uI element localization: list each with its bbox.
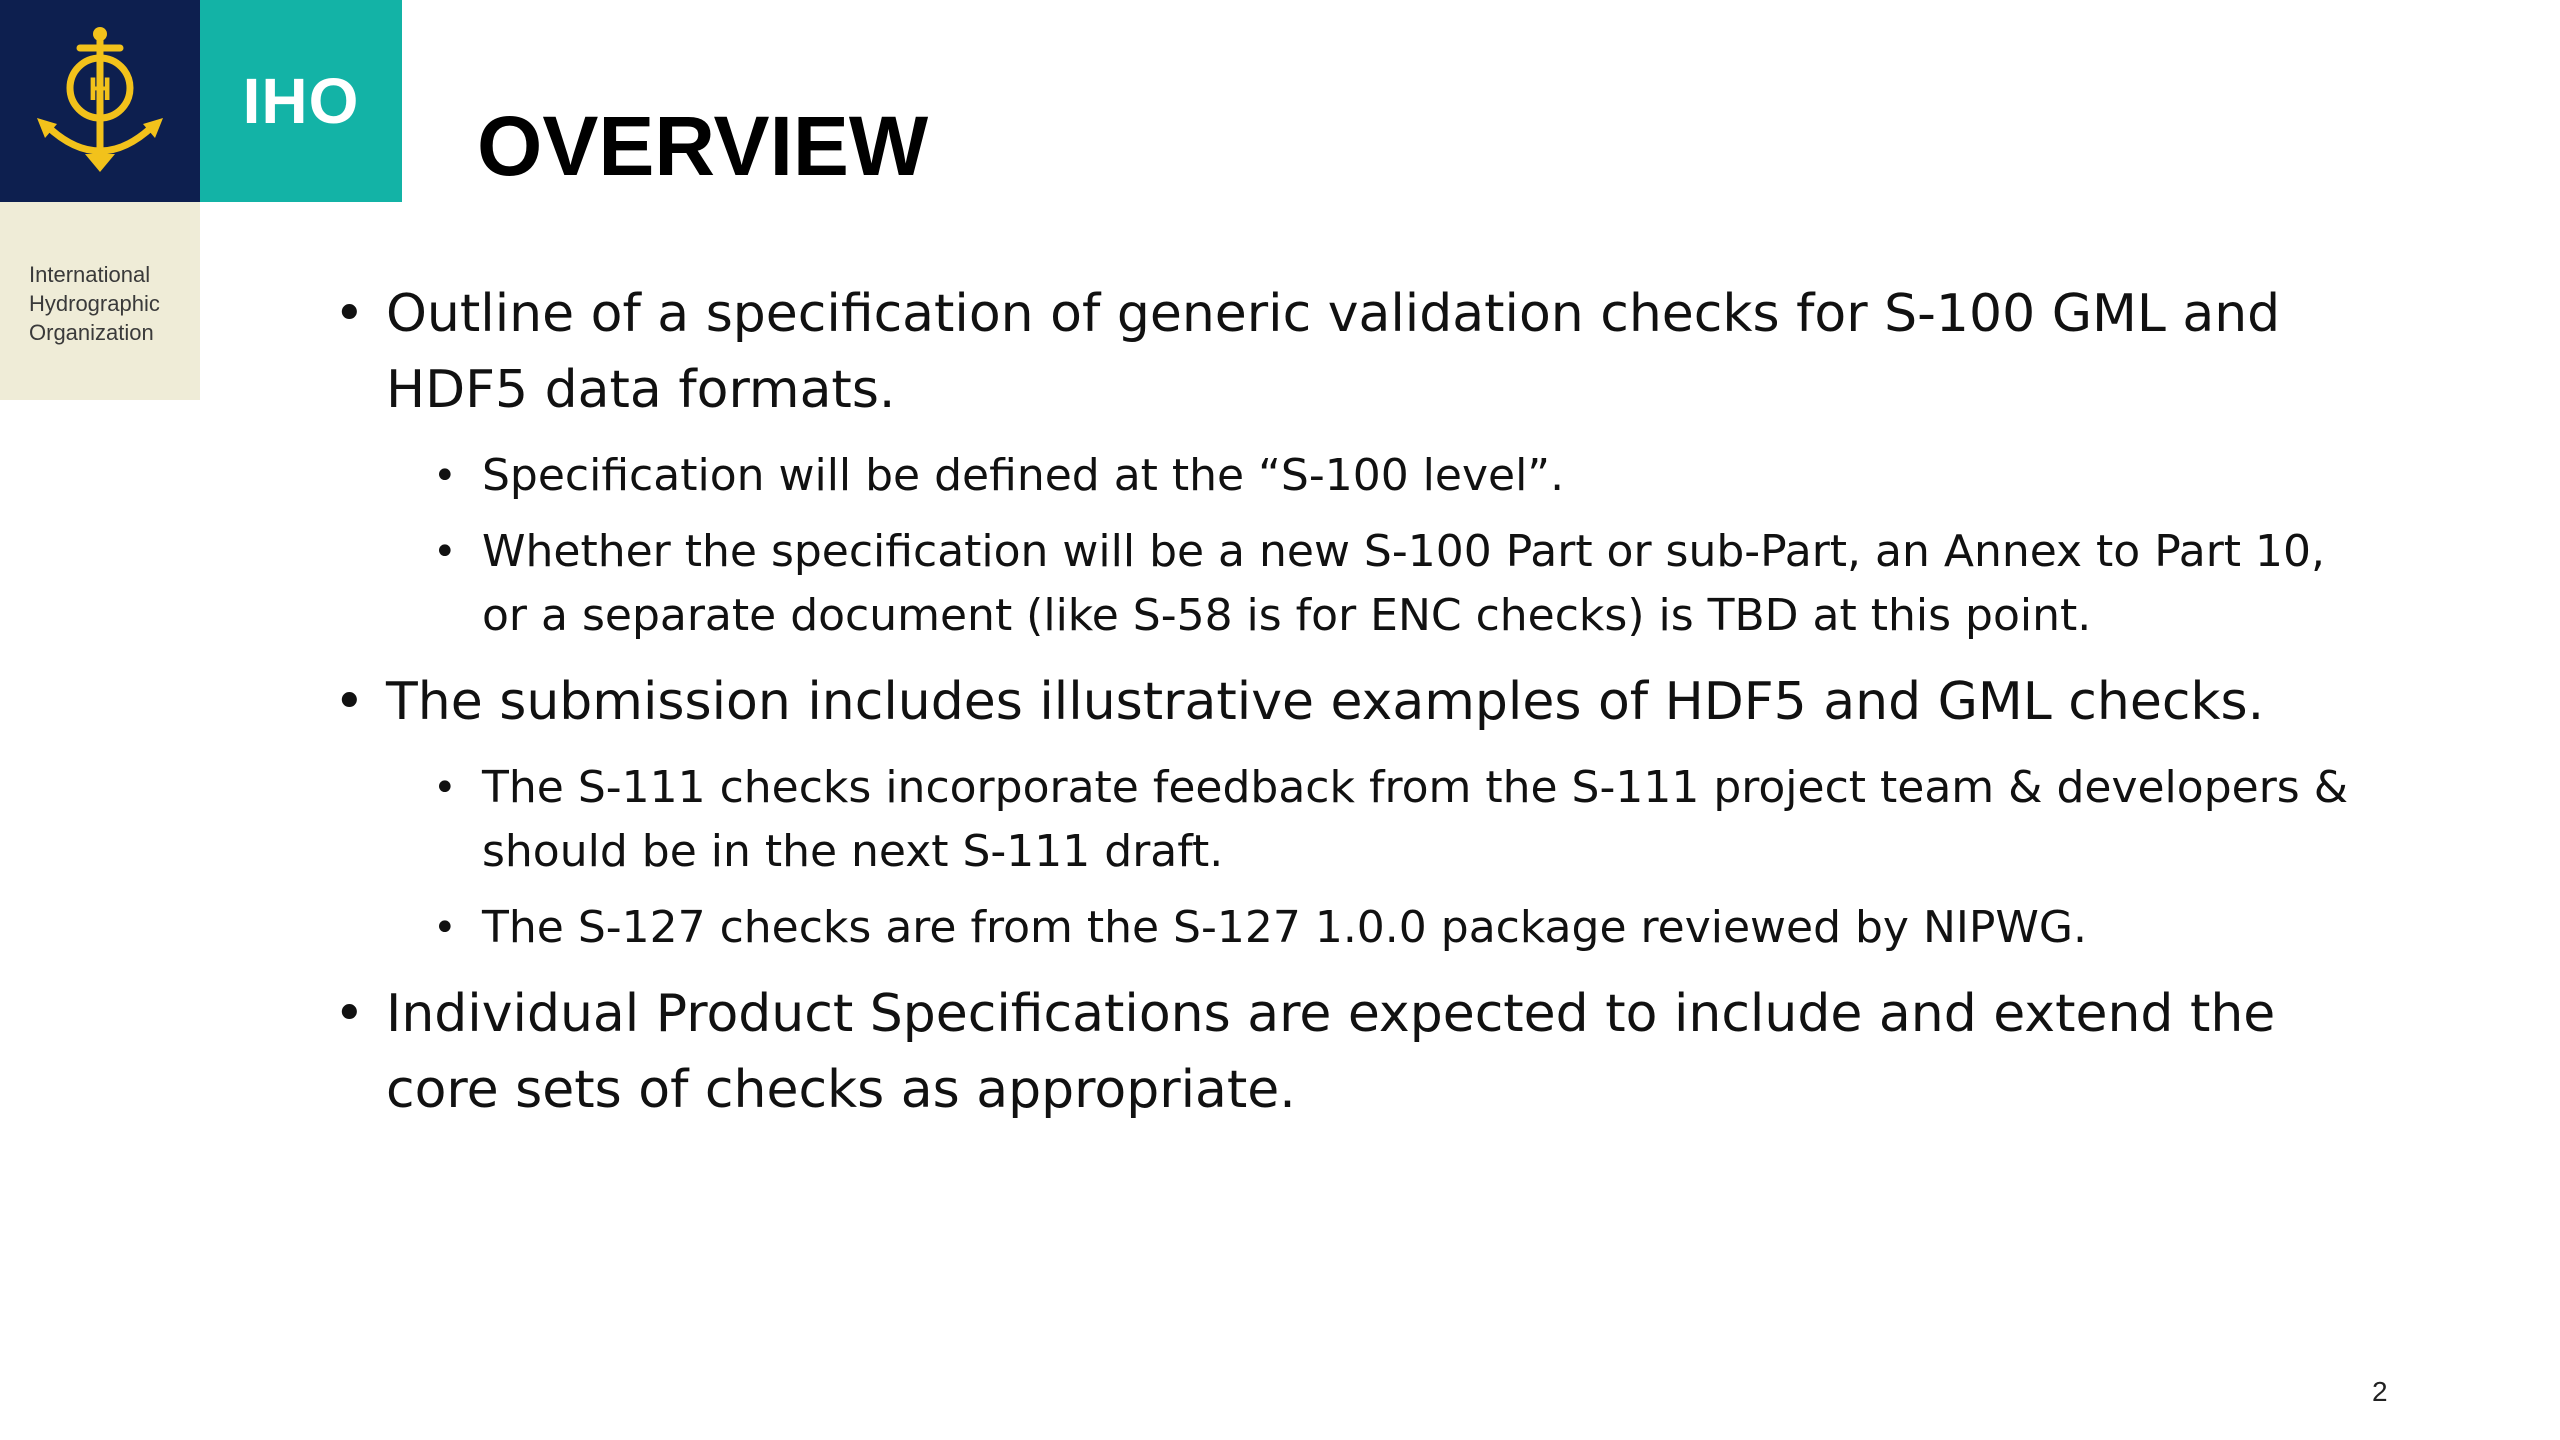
slide-title: OVERVIEW: [477, 99, 929, 193]
sub-bullet-text: The S-127 checks are from the S-127 1.0.0 package reviewed by NIPWG.: [482, 902, 2087, 953]
slide-content: [330, 276, 2380, 1144]
sub-bullet-item: [330, 444, 2380, 508]
bullet-group: [330, 276, 2380, 648]
sub-bullet-icon: •: [433, 765, 457, 811]
bullet-group: [330, 976, 2380, 1128]
sub-bullet-icon: •: [433, 453, 457, 499]
logo-abbreviation-panel: [200, 0, 402, 202]
sub-bullet-item: [330, 756, 2380, 884]
bullet-icon: •: [334, 284, 365, 344]
bullet-text: The submission includes illustrative examples of HDF5 and GML checks.: [386, 672, 2265, 732]
bullet-icon: •: [334, 984, 365, 1044]
bullet-icon: •: [334, 672, 365, 732]
org-name-line: Organization: [29, 320, 154, 345]
sub-bullet-icon: •: [433, 905, 457, 951]
bullet-item: [330, 664, 2380, 740]
page-number: 2: [2372, 1376, 2388, 1407]
sub-bullet-text: Whether the specification will be a new S-100 Part or sub-Part, an Annex to Part 10, or a separate document (like S-58 is for ENC checks) is TBD at this point.: [482, 526, 2326, 641]
organization-name: [29, 260, 199, 347]
sub-bullet-text: The S-111 checks incorporate feedback from the S-111 project team & developers & should be in the next S-111 draft.: [482, 762, 2349, 877]
org-name-line: International: [29, 262, 151, 287]
sub-bullet-icon: •: [433, 529, 457, 575]
sub-bullet-item: [330, 520, 2380, 648]
svg-text:H: H: [88, 71, 112, 107]
anchor-emblem-icon: [35, 26, 165, 176]
bullet-group: [330, 664, 2380, 960]
bullet-text: Outline of a specification of generic validation checks for S-100 GML and HDF5 data formats.: [386, 284, 2281, 420]
bullet-item: [330, 976, 2380, 1128]
logo-emblem-panel: [0, 0, 200, 202]
sub-bullet-item: [330, 896, 2380, 960]
sub-bullet-text: Specification will be defined at the “S-100 level”.: [482, 450, 1565, 501]
bullet-item: [330, 276, 2380, 428]
bullet-text: Individual Product Specifications are expected to include and extend the core sets of checks as appropriate.: [386, 984, 2276, 1120]
org-name-line: Hydrographic: [29, 291, 160, 316]
logo-abbreviation: IHO: [242, 65, 360, 137]
